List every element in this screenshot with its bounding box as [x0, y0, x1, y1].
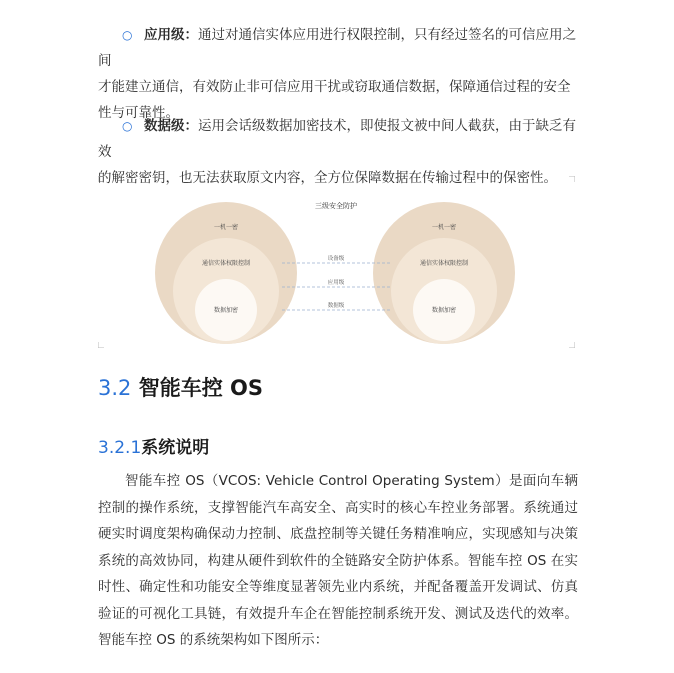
section-title: 智能车控 OS	[138, 376, 264, 400]
bullet-text: 运用会话级数据加密技术，即使报文被中间人截获，由于缺乏有效	[98, 118, 576, 160]
bullet-text: 通过对通信实体应用进行权限控制，只有经过签名的可信应用之间	[98, 27, 576, 69]
right-middle-label: 通信实体权限控制	[419, 260, 469, 267]
bullet-text: 的解密密钥，也无法获取原文内容，全方位保障数据在传输过程中的保密性。	[98, 170, 557, 186]
right-outer-label: 一机一密	[431, 224, 457, 231]
left-inner-label: 数据加密	[213, 307, 239, 314]
left-outer-label: 一机一密	[213, 224, 239, 231]
link-data-level-label: 数据级	[327, 303, 345, 309]
bullet-dot-icon: ○	[122, 119, 133, 133]
bullet-application-level	[98, 22, 580, 126]
bullet-term: 数据级：	[144, 118, 198, 134]
bullet-text: 才能建立通信，有效防止非可信应用干扰或窃取通信数据，保障通信过程的安全	[98, 79, 571, 95]
link-device-level-label: 设备级	[327, 256, 345, 262]
left-middle-label: 通信实体权限控制	[201, 260, 251, 267]
subsection-heading	[98, 433, 209, 458]
body-text: 智能车控 OS（VCOS: Vehicle Control Operating System）是面向车辆控制的操作系统，支撑智能汽车高安全、高实时的核心车控业务部署。系统通过硬实时调度架构确保动力控制、底盘控制等关键任务精准响应，实现感知与决策系统的高效协同，构建从硬件到软件的全链路安全防护体系。智能车控 OS 在实时性、确定性和功能安全等维度显著领先业内系统，并配备覆盖开发调试、仿真验证的可视化工具链，有效提升车企在智能控制系统开发、测试及迭代的效率。智能车控 OS 的系统架构如下图所示：	[98, 473, 578, 648]
right-inner-label: 数据加密	[431, 307, 457, 314]
bullet-text: 性与可靠性。	[98, 105, 179, 121]
figure-title: 三级安全防护	[315, 202, 357, 210]
section-heading	[98, 372, 263, 402]
three-level-security-diagram	[98, 176, 575, 348]
section-number: 3.2	[98, 376, 132, 400]
subsection-number: 3.2.1	[98, 438, 142, 458]
body-paragraph	[98, 468, 578, 654]
link-application-level-label: 应用级	[327, 280, 345, 286]
bullet-term: 应用级：	[144, 27, 198, 43]
bullet-dot-icon: ○	[122, 28, 133, 42]
subsection-title: 系统说明	[141, 438, 210, 458]
